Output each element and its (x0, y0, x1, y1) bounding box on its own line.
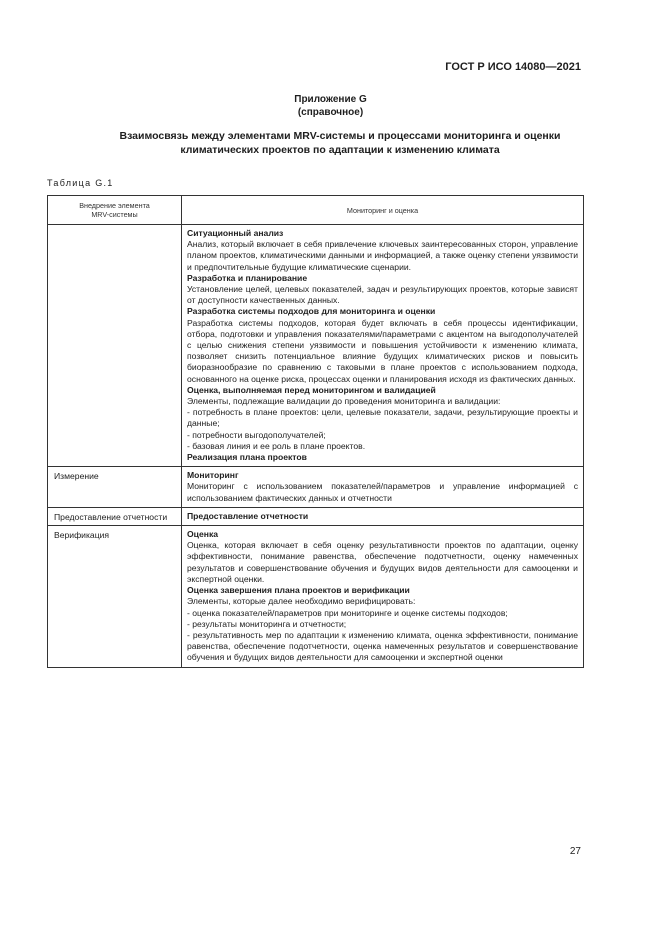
section-heading: Разработка и планирование (187, 272, 308, 283)
annex-title: Приложение G (294, 94, 367, 105)
column-header-mrv-element (48, 196, 182, 225)
list-item: - результативность мер по адаптации к изменению климата, оценка эффективности, понимание равенства, обеспечение подотчетности, оценка намеченных результатов и совершенствование обучения и будущих видов деятельности для самооценки и экспертной оценки (187, 629, 578, 663)
section-text: Мониторинг с использованием показателей/параметров и управление информацией с использованием фактических данных и отчетности (187, 481, 578, 503)
section-text: Оценка, которая включает в себя оценку результативности проектов по адаптации, оценку эффективности, понимание равенства, обеспечение подотчетности, оценку намеченных результатов и совершенствование обучения и будущих видов деятельности для самооценки и экспертной оценки. (187, 540, 578, 584)
table-row (48, 526, 584, 667)
annex-status: (справочное) (297, 107, 364, 118)
section-heading: Оценка, выполняемая перед мониторингом и валидацией (187, 384, 436, 395)
section-heading: Оценка завершения плана проектов и верификации (187, 585, 410, 596)
section-text: Элементы, которые далее необходимо верифицировать: (187, 596, 416, 607)
section-heading: Мониторинг (187, 470, 239, 481)
table-body (48, 225, 584, 668)
mrv-element-cell: Верификация (48, 526, 182, 667)
section-text: Разработка системы подходов, которая будет включать в себя процессы идентификации, отбора, подготовки и управления показателями/параметрами с акцентом на выгодополучателей с целью снижения степени уязвимости и повышения устойчивости к изменению климата, позволяет снизить потенциальное влияние будущих климатических рисков и повысить биоразнообразие по сравнению с таковыми в плане проектов с использованием подхода, основанного на оценке риска, процессах оценки и планирования исходя из фактических данных. (187, 317, 578, 384)
document-title-line-1: Взаимосвязь между элементами MRV-системы и процессами мониторинга и оценки (119, 130, 561, 142)
annex-heading (0, 93, 661, 119)
list-item: - потребность в плане проектов: цели, целевые показатели, задачи, результирующие проекты и данные; (187, 407, 578, 429)
list-item: - потребности выгодополучателей; (187, 429, 326, 440)
table-row (48, 467, 584, 508)
monitoring-cell (182, 225, 584, 467)
mrv-element-cell (48, 225, 182, 467)
section-heading: Разработка системы подходов для мониторинга и оценки (187, 306, 436, 317)
document-title-line-2: климатических проектов по адаптации к изменению климата (180, 144, 500, 156)
column-header-monitoring: Мониторинг и оценка (182, 196, 584, 225)
table-row (48, 507, 584, 525)
section-heading: Реализация плана проектов (187, 452, 307, 463)
standard-number: ГОСТ Р ИСО 14080—2021 (445, 61, 581, 73)
monitoring-cell (182, 526, 584, 667)
table-row (48, 225, 584, 467)
column-header-mrv-element-line-1: Внедрение элемента (79, 201, 150, 210)
mrv-element-cell: Измерение (48, 467, 182, 508)
column-header-mrv-element-line-2: MRV-системы (91, 210, 138, 219)
document-title (60, 129, 620, 157)
section-heading: Ситуационный анализ (187, 228, 284, 238)
page-number: 27 (569, 846, 581, 857)
list-item: - результаты мониторинга и отчетности; (187, 618, 347, 629)
list-item: - оценка показателей/параметров при мониторинге и оценке системы подходов; (187, 607, 508, 618)
list-item: - базовая линия и ее роль в плане проектов. (187, 440, 366, 451)
section-heading: Оценка (187, 529, 219, 540)
table-header-row (48, 196, 584, 225)
monitoring-cell (182, 467, 584, 508)
section-text: Установление целей, целевых показателей, задач и результирующих проектов, которые зависят от доступности качественных данных. (187, 284, 578, 306)
table-g1 (47, 195, 584, 668)
table-caption: Таблица G.1 (47, 178, 114, 188)
section-heading: Предоставление отчетности (187, 510, 309, 521)
mrv-element-cell: Предоставление отчетности (48, 507, 182, 525)
monitoring-cell (182, 507, 584, 525)
section-text: Элементы, подлежащие валидации до проведения мониторинга и валидации: (187, 396, 501, 407)
section-text: Анализ, который включает в себя привлечение ключевых заинтересованных сторон, управление планом проектов, климатическими данными и информацией, а также оценку степени уязвимости и предпочтительные будущие климатические сценарии. (187, 239, 578, 272)
